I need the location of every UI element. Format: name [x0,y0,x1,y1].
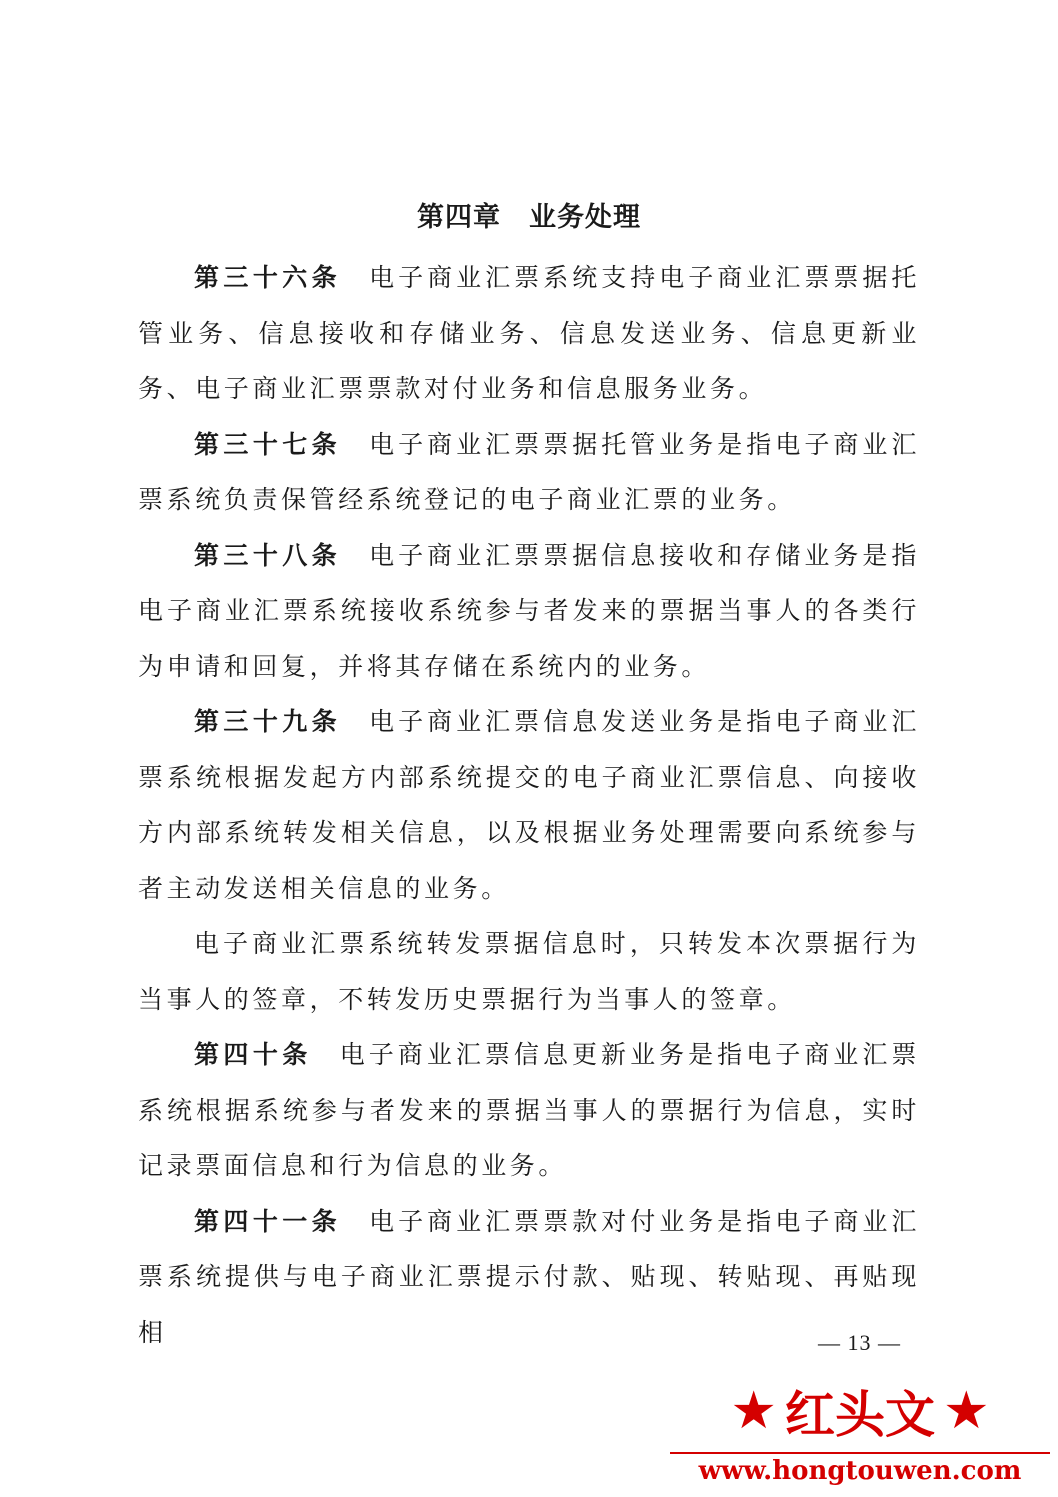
article-text: 电子商业汇票系统转发票据信息时，只转发本次票据行为当事人的签章，不转发历史票据行为当事人的签章。 [138,929,920,1014]
page-number: — 13 — [818,1330,901,1355]
watermark-title: 红头文 [785,1386,935,1444]
article-39-continued [138,916,920,1027]
article-36 [138,250,920,417]
article-text: 电子商业汇票系统支持电子商业汇票票据托管业务、信息接收和存储业务、信息发送业务、信息更新业务、电子商业汇票票款对付业务和信息服务业务。 [138,263,920,403]
star-icon: ★ [730,1381,777,1441]
watermark-banner [670,1380,1050,1490]
article-number: 第四十一条 [194,1206,342,1236]
article-38 [138,528,920,695]
article-number: 第三十七条 [194,429,342,459]
article-39 [138,694,920,916]
article-text: 电子商业汇票信息发送业务是指电子商业汇票系统根据发起方内部系统提交的电子商业汇票信息、向接收方内部系统转发相关信息，以及根据业务处理需要向系统参与者主动发送相关信息的业务。 [138,707,920,903]
document-body [138,250,920,1360]
star-icon: ★ [943,1381,990,1441]
article-40 [138,1027,920,1194]
article-37 [138,417,920,528]
article-text: 电子商业汇票票据信息接收和存储业务是指电子商业汇票系统接收系统参与者发来的票据当事人的各类行为申请和回复，并将其存储在系统内的业务。 [138,540,920,681]
article-number: 第三十八条 [194,540,342,570]
article-number: 第四十条 [194,1040,312,1069]
watermark-title-row [670,1380,1050,1442]
article-text: 电子商业汇票票款对付业务是指电子商业汇票系统提供与电子商业汇票提示付款、贴现、转贴现、再贴现相 [138,1206,920,1347]
article-number: 第三十六条 [194,263,342,292]
watermark-url: www.hongtouwen.com [698,1456,1022,1486]
chapter-title: 业务处理 [529,202,641,233]
article-text: 电子商业汇票信息更新业务是指电子商业汇票系统根据系统参与者发来的票据当事人的票据行为信息，实时记录票面信息和行为信息的业务。 [138,1040,920,1180]
watermark-divider [670,1452,1050,1454]
article-number: 第三十九条 [194,707,342,736]
article-text: 电子商业汇票票据托管业务是指电子商业汇票系统负责保管经系统登记的电子商业汇票的业务。 [138,429,920,514]
chapter-number: 第四章 [417,202,501,233]
article-41 [138,1194,920,1361]
chapter-heading [0,195,1058,234]
